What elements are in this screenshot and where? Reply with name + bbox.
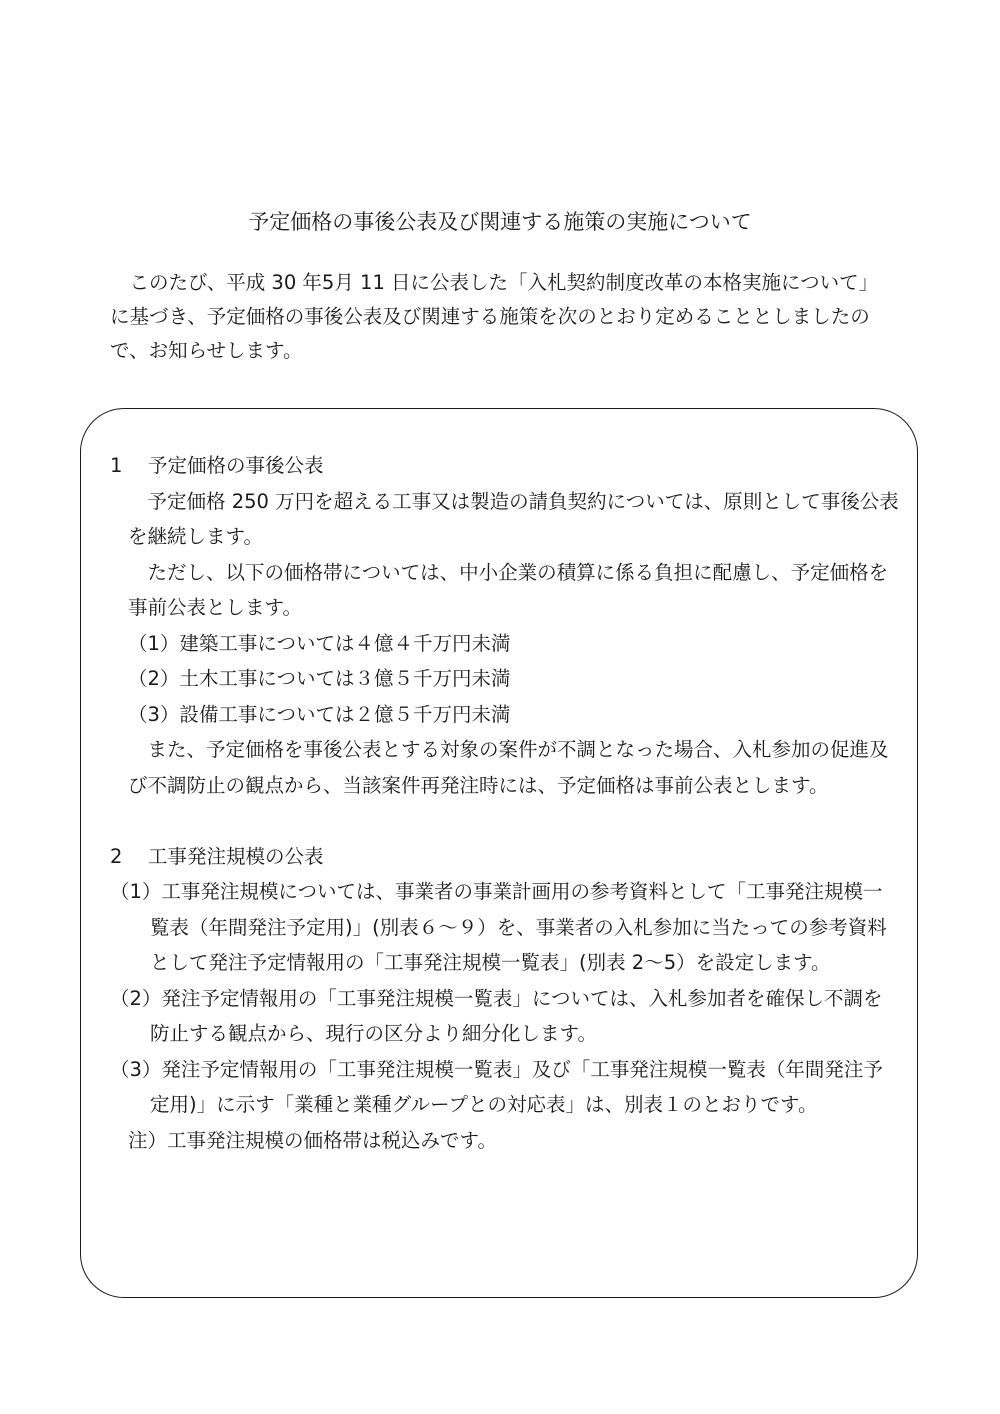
section1-item-1: （1）建築工事については４億４千万円未満 xyxy=(128,631,511,655)
section1-heading xyxy=(110,448,900,484)
box-content xyxy=(110,448,900,1158)
intro-section xyxy=(110,266,890,368)
section1-paragraph-3: また、予定価格を事後公表とする対象の案件が不調となった場合、入札参加の促進及び不調防止の観点から、当該案件再発注時には、予定価格は事前公表とします。 xyxy=(128,738,889,797)
section1-item-2: （2）土木工事については３億５千万円未満 xyxy=(128,667,511,690)
intro-paragraph: このたび、平成 30 年5月 11 日に公表した「入札契約制度改革の本格実施について」に基づき、予定価格の事後公表及び関連する施策を次のとおり定めることとしましたので、お知らせします。 xyxy=(110,271,879,362)
section-gap xyxy=(110,803,900,839)
section2-note: 注）工事発注規模の価格帯は税込みです。 xyxy=(128,1128,497,1152)
section2-number: 2 xyxy=(110,844,123,868)
section1-heading-text: 予定価格の事後公表 xyxy=(148,454,324,477)
section2-heading-text: 工事発注規模の公表 xyxy=(148,844,324,868)
page-title: 予定価格の事後公表及び関連する施策の実施について xyxy=(248,210,752,234)
section2-item-3: （3）発注予定情報用の「工事発注規模一覧表」及び「工事発注規模一覧表（年間発注予定用)」に示す「業種と業種グループとの対応表」は、別表１のとおりです。 xyxy=(110,1057,883,1116)
section1-number: 1 xyxy=(110,454,123,477)
section1-paragraph-2: ただし、以下の価格帯については、中小企業の積算に係る負担に配慮し、予定価格を事前公表とします。 xyxy=(128,560,889,619)
section1-paragraph-1: 予定価格 250 万円を超える工事又は製造の請負契約については、原則として事後公表を継続します。 xyxy=(128,489,899,548)
section2-heading xyxy=(110,839,900,875)
section2-item-2: （2）発注予定情報用の「工事発注規模一覧表」については、入札参加者を確保し不調を防止する観点から、現行の区分より細分化します。 xyxy=(110,986,883,1045)
section2-item-1: （1）工事発注規模については、事業者の事業計画用の参考資料として「工事発注規模一覧表（年間発注予定用)」(別表６～９）を、事業者の入札参加に当たっての参考資料として発注予定情報用の「工事発注規模一覧表」(別表 2～5）を設定します。 xyxy=(110,880,887,974)
section1-item-3: （3）設備工事については２億５千万円未満 xyxy=(128,702,511,726)
